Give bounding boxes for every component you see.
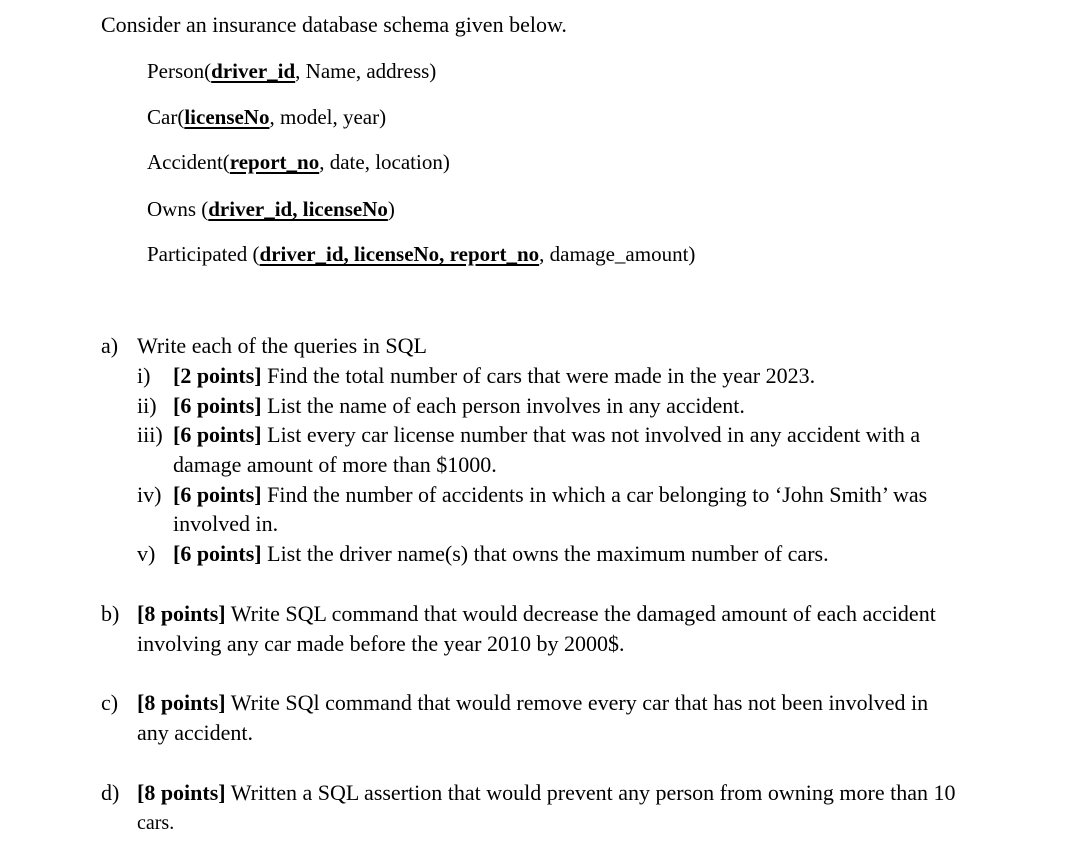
part-b-label: b) xyxy=(101,601,120,626)
part-c-text xyxy=(137,688,1037,718)
primary-key: report_no xyxy=(229,150,320,174)
relation-attrs: , date, location) xyxy=(319,150,450,174)
item-text: Find the number of accidents in which a car belonging to ‘John Smith’ was xyxy=(261,482,928,507)
part-a-item-iv-label: iv) xyxy=(137,482,162,507)
relation-attrs: , damage_amount) xyxy=(539,242,696,266)
part-a-item-ii xyxy=(173,391,1053,421)
points: [6 points] xyxy=(173,482,262,507)
points: [6 points] xyxy=(173,541,262,566)
primary-key: licenseNo xyxy=(184,105,270,129)
relation-attrs: , Name, address) xyxy=(295,59,437,83)
part-a-item-v-label: v) xyxy=(137,541,156,566)
relation-name: Participated ( xyxy=(147,242,260,266)
part-c-label: c) xyxy=(101,690,119,715)
part-a-item-i xyxy=(173,361,1053,391)
item-text: Find the total number of cars that were made in the year 2023. xyxy=(261,363,816,388)
relation-attrs: ) xyxy=(387,197,395,221)
item-text: List the driver name(s) that owns the maximum number of cars. xyxy=(261,541,829,566)
points: [6 points] xyxy=(173,393,262,418)
points: [2 points] xyxy=(173,363,262,388)
part-d-label: d) xyxy=(101,780,120,805)
points: [8 points] xyxy=(137,690,226,715)
schema-owns xyxy=(147,195,395,223)
schema-participated xyxy=(147,240,695,268)
part-d-text xyxy=(137,778,1037,808)
part-a-item-iii-cont: damage amount of more than $1000. xyxy=(173,452,497,477)
part-a-item-iv-cont: involved in. xyxy=(173,511,279,536)
relation-name: Car( xyxy=(147,105,185,129)
part-a-item-iii xyxy=(173,420,1053,450)
points: [8 points] xyxy=(137,780,226,805)
part-a-item-iii-label: iii) xyxy=(137,422,163,447)
schema-person xyxy=(147,57,436,85)
part-a-item-iv xyxy=(173,480,1053,510)
part-a-item-ii-label: ii) xyxy=(137,393,157,418)
part-d-text-cont: cars. xyxy=(137,812,175,834)
part-b-text xyxy=(137,599,1037,629)
item-text: List every car license number that was not involved in any accident with a xyxy=(261,422,921,447)
part-a-text: Write each of the queries in SQL xyxy=(137,333,427,358)
relation-name: Owns ( xyxy=(147,197,209,221)
item-text: Write SQl command that would remove every car that has not been involved in xyxy=(225,690,929,715)
relation-name: Accident( xyxy=(147,150,230,174)
relation-name: Person( xyxy=(147,59,212,83)
part-a-item-i-label: i) xyxy=(137,363,151,388)
part-b-text-cont: involving any car made before the year 2010 by 2000$. xyxy=(137,631,625,656)
primary-key: driver_id, licenseNo, report_no xyxy=(259,242,540,266)
item-text: List the name of each person involves in any accident. xyxy=(261,393,745,418)
part-c-text-cont: any accident. xyxy=(137,720,254,745)
relation-attrs: , model, year) xyxy=(269,105,387,129)
schema-accident xyxy=(147,148,450,176)
intro-text: Consider an insurance database schema given below. xyxy=(101,12,567,37)
points: [8 points] xyxy=(137,601,226,626)
primary-key: driver_id, licenseNo xyxy=(208,197,388,221)
item-text: Written a SQL assertion that would prevent any person from owning more than 10 xyxy=(225,780,956,805)
points: [6 points] xyxy=(173,422,262,447)
part-a-label: a) xyxy=(101,333,119,358)
part-a-item-v xyxy=(173,539,1053,569)
schema-car xyxy=(147,103,386,131)
primary-key: driver_id xyxy=(211,59,296,83)
item-text: Write SQL command that would decrease the damaged amount of each accident xyxy=(225,601,936,626)
